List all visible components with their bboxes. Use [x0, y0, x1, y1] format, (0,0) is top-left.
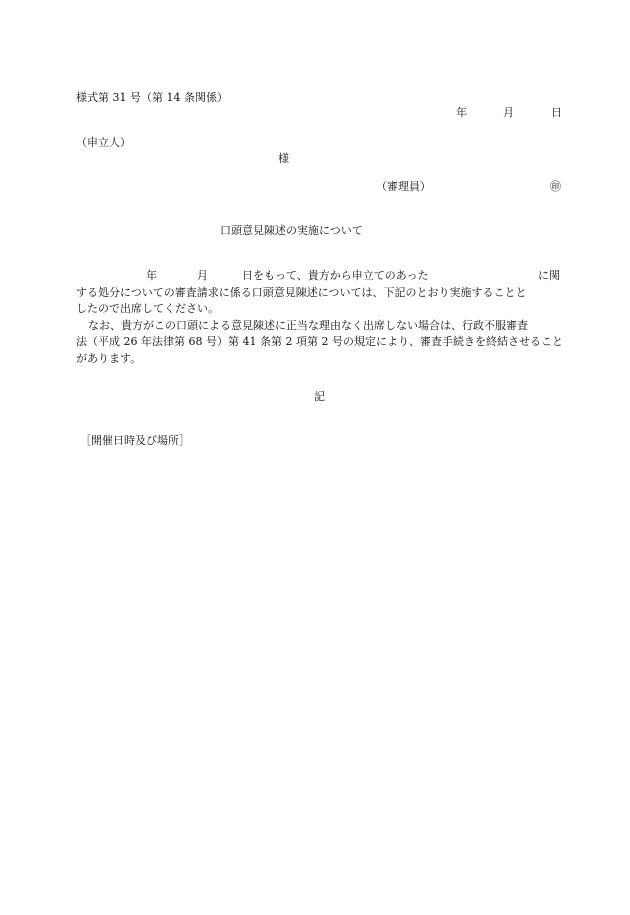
form-number: 様式第 31 号（第 14 条関係）: [76, 91, 228, 104]
paragraph-2-line-1: [76, 318, 562, 335]
paragraph-1-month-label: 月: [197, 269, 208, 282]
document-title: 口頭意見陳述の実施について: [220, 224, 363, 237]
paragraph-1-line-1: [76, 268, 562, 285]
paragraph-2-line-2: [76, 334, 562, 351]
paragraph-2-line-3: [76, 351, 562, 368]
paragraph-1-line-3-text: したので出席してください。: [76, 302, 219, 315]
date-month-label: 月: [503, 106, 514, 119]
paragraph-1-day-text: 日をもって、貴方から申立てのあった: [242, 269, 429, 282]
section-heading: ［開催日時及び場所］: [80, 434, 190, 447]
ki-marker: 記: [314, 390, 325, 403]
seal-mark: ㊞: [550, 180, 561, 193]
paragraph-1-line-1-end: に関: [538, 269, 560, 282]
applicant-label: （申立人）: [76, 136, 131, 149]
paragraph-2-line-3-text: があります。: [76, 351, 142, 365]
paragraph-1-line-2-text: する処分についての審査請求に係る口頭意見陳述については、下記のとおり実施することと: [76, 285, 527, 299]
paragraph-1-year-label: 年: [146, 269, 157, 282]
date-year-label: 年: [456, 106, 467, 119]
paragraph-2-line-1-text: なお、貴方がこの口頭による意見陳述に正当な理由なく出席しない場合は、行政不服審査: [88, 318, 528, 332]
body-text: [76, 268, 562, 367]
paragraph-1-line-2: [76, 285, 562, 302]
paragraph-1-line-3: [76, 301, 562, 318]
date-day-label: 日: [551, 106, 562, 119]
honorific: 様: [278, 152, 289, 165]
paragraph-2-line-2-text: 法（平成 26 年法律第 68 号）第 41 条第 2 項第 2 号の規定により、審査手続きを終結させること: [76, 335, 563, 348]
examiner-label: （審理員）: [376, 180, 431, 193]
